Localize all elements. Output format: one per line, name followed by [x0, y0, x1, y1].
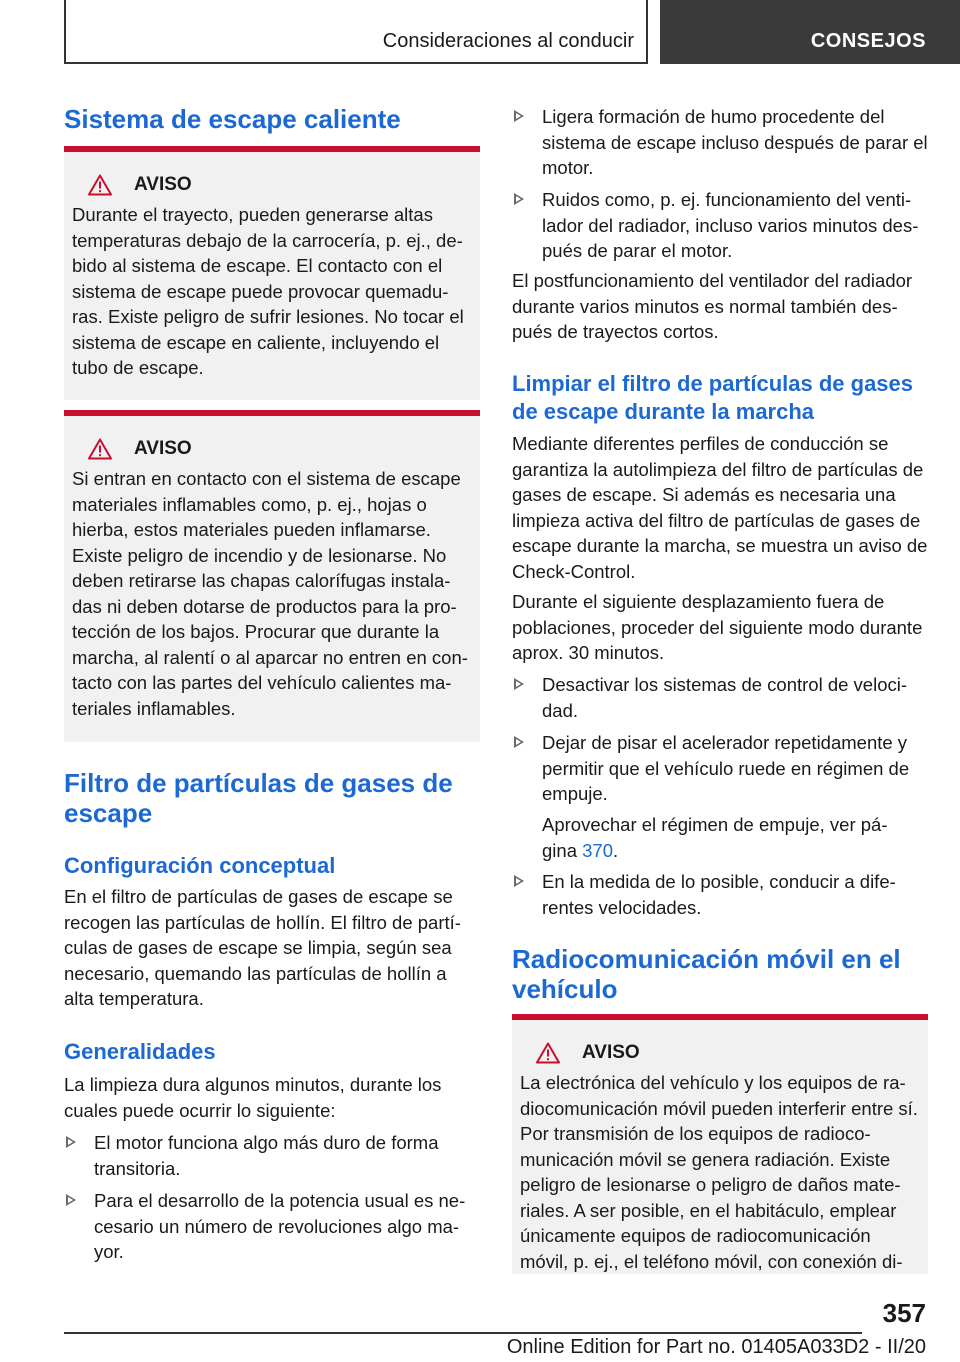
warning-triangle-icon [88, 438, 112, 460]
heading-hot-exhaust: Sistema de escape caliente [64, 104, 401, 134]
warning-text: Si entran en contacto con el sistema de escape materiales inflamables como, p. ej., hojas o hierba, estos materiales pueden inflamarse. Existe peligro de incendio y de lesionarse. No deben retirarse las chapas calorífugas instaladas ni deben dotarse de productos para la protección de los bajos. Procurar que durante la marcha, al ralentí o al aparcar no entren en contacto con las partes del vehículo calientes materiales inflamables. [72, 468, 468, 719]
page-number: 357 [882, 1298, 926, 1328]
heading-concept: Configuración conceptual [64, 853, 336, 878]
bullet-triangle-icon [514, 678, 524, 690]
warning-box-hot-exhaust [64, 146, 480, 400]
list-item: Ruidos como, p. ej. funcionamiento del ventilador del radiador, incluso varios minutos después de parar el motor. [512, 187, 932, 264]
warning-title: AVISO [88, 438, 472, 460]
list-item: En la medida de lo posible, conducir a diferentes velocidades. [512, 869, 932, 920]
warning-title: AVISO [88, 174, 472, 196]
list-item: Desactivar los sistemas de control de velocidad. [512, 672, 932, 723]
heading-general: Generalidades [64, 1039, 216, 1064]
list-item: El motor funciona algo más duro de forma transitoria. [64, 1130, 480, 1181]
bullet-triangle-icon [514, 736, 524, 748]
list-item: Dejar de pisar el acelerador repetidamente y permitir que el vehículo ruede en régimen de empuje. [512, 730, 932, 807]
warning-text: Durante el trayecto, pueden generarse altas temperaturas debajo de la carrocería, p. ej., debido al sistema de escape. El contacto con el sistema de escape puede provocar quemaduras. Existe peligro de sufrir lesiones. No tocar el sistema de escape en caliente, incluyendo el tubo de escape. [72, 204, 464, 378]
page-link-370[interactable]: 370 [582, 839, 613, 861]
clean-paragraph-2: Durante el siguiente desplazamiento fuera de poblaciones, proceder del siguiente modo durante aprox. 30 minutos. [512, 591, 923, 663]
warning-triangle-icon [88, 174, 112, 196]
header-tab-consejos[interactable]: CONSEJOS [660, 0, 960, 64]
warning-box-flammable [64, 410, 480, 742]
warning-title: AVISO [536, 1042, 920, 1064]
header-section-title: Consideraciones al conducir [382, 30, 634, 52]
heading-mobile-radio: Radiocomunicación móvil en el vehículo [512, 944, 901, 1004]
warning-triangle-icon [536, 1042, 560, 1064]
heading-clean-filter: Limpiar el filtro de partículas de gases de escape durante la marcha [512, 371, 914, 424]
concept-paragraph: En el filtro de partículas de gases de escape se recogen las partículas de hollín. El filtro de partículas de gases de escape se limpia, según sea necesario, quemando las partículas de hollín a alta temperatura. [64, 886, 461, 1009]
list-item: Para el desarrollo de la potencia usual es necesario un número de revoluciones algo mayor. [64, 1188, 480, 1265]
footer-divider [64, 1332, 862, 1334]
warning-box-mobile-radio [512, 1014, 928, 1274]
bullet-triangle-icon [66, 1194, 76, 1206]
bullet-triangle-icon [66, 1136, 76, 1148]
footer-edition: Online Edition for Part no. 01405A033D2 - II/20 [506, 1336, 926, 1358]
fan-paragraph: El postfuncionamiento del ventilador del radiador durante varios minutos es normal también después de trayectos cortos. [512, 270, 913, 342]
coasting-reference: Aprovechar el régimen de empuje, ver página 370. [542, 814, 888, 861]
general-paragraph: La limpieza dura algunos minutos, durante los cuales puede ocurrir lo siguiente: [64, 1074, 442, 1121]
warning-text: La electrónica del vehículo y los equipos de radiocomunicación móvil pueden interferir entre sí. Por transmisión de los equipos de radiocomunicación móvil se genera radiación. Existe peligro de lesionarse o peligro de daños materiales. A ser posible, en el habitáculo, emplear únicamente equipos de radiocomunicación móvil, p. ej., el teléfono móvil, con conexión di- [520, 1072, 918, 1272]
bullet-triangle-icon [514, 193, 524, 205]
bullet-triangle-icon [514, 875, 524, 887]
list-item: Ligera formación de humo procedente del sistema de escape incluso después de parar el motor. [512, 104, 928, 181]
header-section-box [64, 0, 648, 64]
heading-particle-filter: Filtro de partículas de gases de escape [64, 768, 453, 828]
bullet-triangle-icon [514, 110, 524, 122]
clean-paragraph-1: Mediante diferentes perfiles de conducción se garantiza la autolimpieza del filtro de partículas de gases de escape. Si además es necesaria una limpieza activa del filtro de partículas de gases de escape durante la marcha, se muestra un aviso de Check-Control. [512, 433, 928, 582]
